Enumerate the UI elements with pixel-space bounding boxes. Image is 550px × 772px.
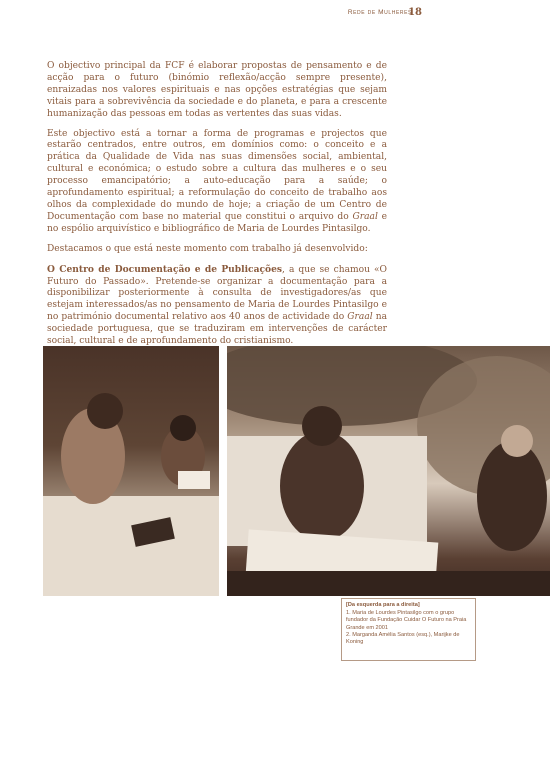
caption-heading: [Da esquerda para a direita] (346, 602, 420, 608)
paragraph-1: O objectivo principal da FCF é elaborar propostas de pensamento e de acção para o futuro (binómio reflexão/acção sempre presente), enraizadas nos valores espirituais e nas opções estratégias que sejam vitais para a sobrevivência da sociedade e do planeta, e para a crescente humanização das pessoas em todas as vertentes das suas vidas. (47, 61, 387, 119)
caption-item-2: 2. Marganda Amélia Santos (esq.), Marijke de Koning (346, 631, 460, 646)
photo-caption (341, 598, 476, 661)
paragraph-3: Destacamos o que está neste momento com trabalho já desenvolvido: (47, 243, 368, 254)
photo-women-at-table (43, 346, 219, 596)
paragraph-2-text-a: Este objectivo está a tornar a forma de programas e projectos que estarão centrados, entre outros, em domínios como: o conceito e a prática da Qualidade de Vida nas suas dimensões social, ambiental, cultural e económica; o estudo sobre a cultura das mulheres e o seu processo emancipatório; a auto-educação para a saúde; o aprofundamento espiritual; a reformulação do conceito de trabalho aos olhos da complexidade do mundo de hoje; a criação de um Centro de Documentação com base no material que constitui o arquivo do (47, 128, 387, 222)
caption-item-1: 1. Maria de Lourdes Pintasilgo com o grupo fundador da Fundação Cuidar O Futuro na Praia Grande em 2001 (346, 610, 467, 631)
page-number: 18 (408, 7, 422, 18)
paragraph-2 (47, 129, 387, 236)
running-header: Rede de Mulheres (347, 9, 412, 16)
paragraph-4 (47, 264, 387, 348)
photo-left-illustration (43, 346, 219, 596)
graal-emphasis: Graal (352, 211, 378, 222)
paragraph-2-text-b: e no espólio arquivístico e bibliográfico de Maria de Lourdes Pintasilgo. (47, 211, 387, 234)
photo-right-illustration (227, 346, 550, 596)
centro-documentacao-heading: O Centro de Documentação e de Publicações (47, 263, 282, 275)
photo-two-women-garden (227, 346, 550, 596)
paragraph-4-text-a: , a que se chamou «O Futuro do Passado». Pretende-se organizar a documentação para a disponibilizar posteriormente à consulta de investigadores/as que estejam interessados/as no pensamento de Maria de Lourdes Pintasilgo e no património documental relativo aos 40 anos de actividade do (47, 264, 388, 323)
graal-emphasis-2: Graal (347, 312, 373, 323)
paragraph-4-text-b: na sociedade portuguesa, que se traduziram em intervenções de carácter social, cultural e de aprofundamento do cristianismo. (47, 312, 388, 347)
body-text (47, 61, 387, 356)
